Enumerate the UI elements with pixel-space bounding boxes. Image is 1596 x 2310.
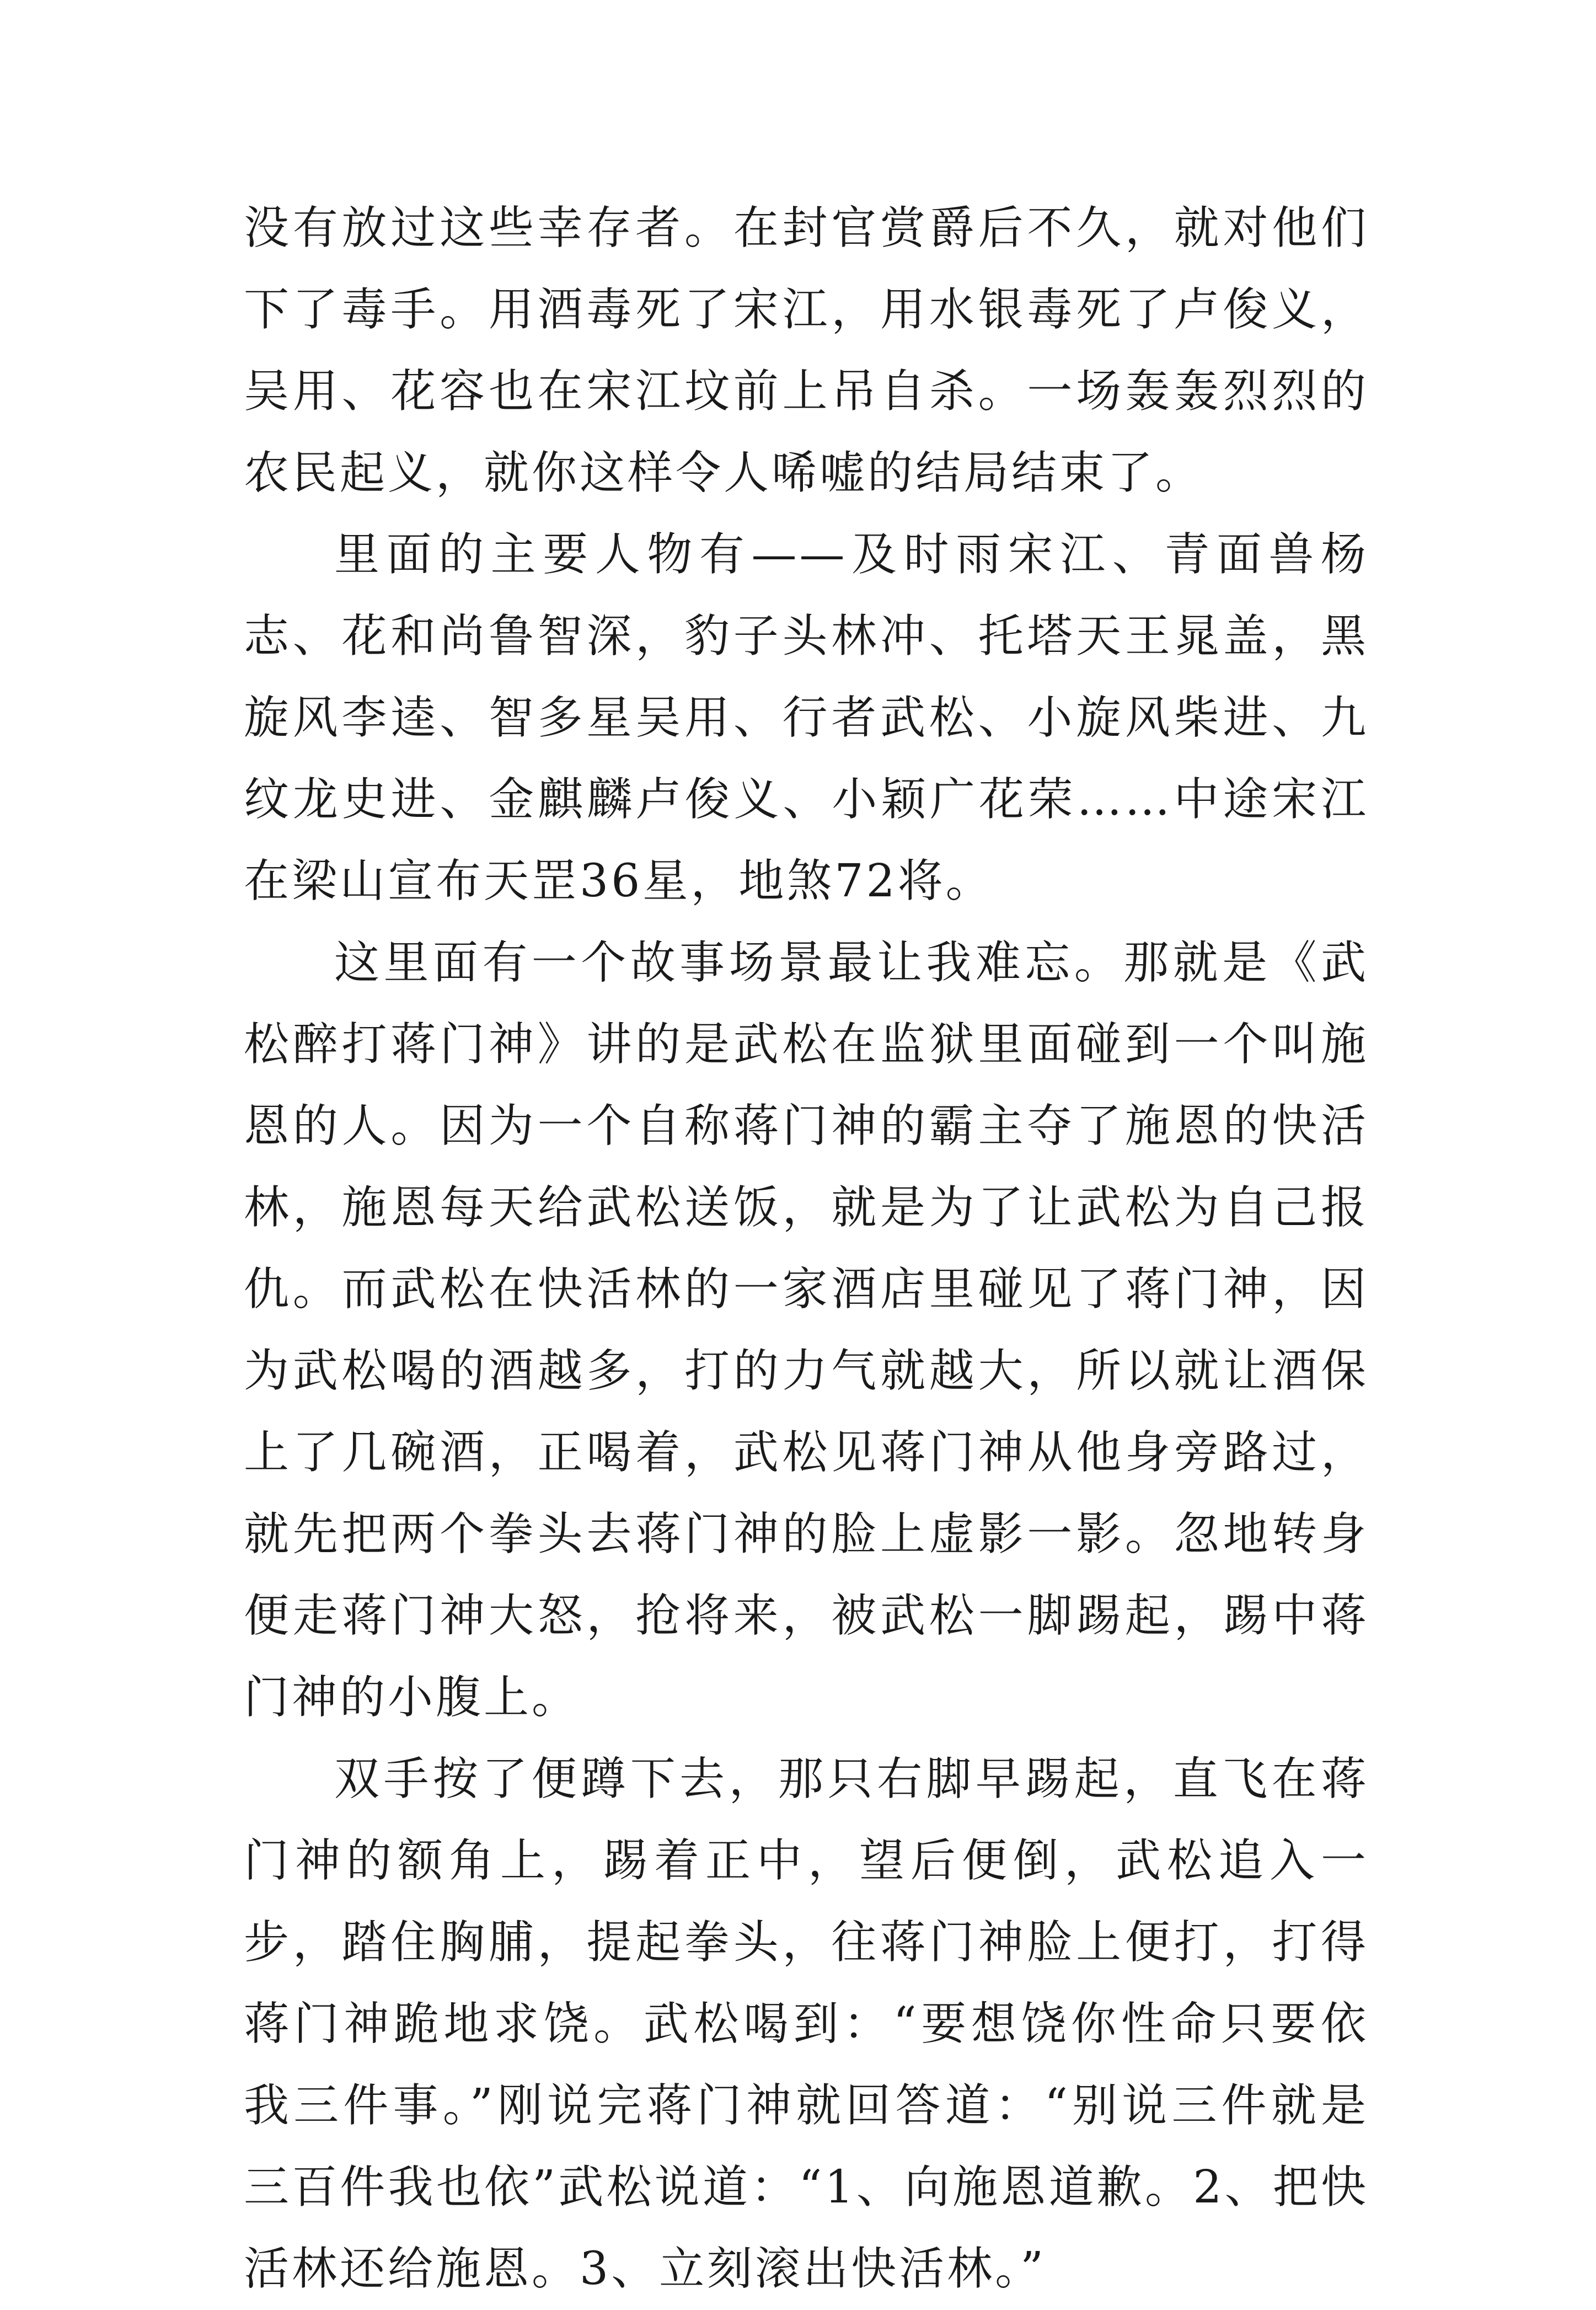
paragraph-4: 双手按了便蹲下去，那只右脚早踢起，直飞在蒋门神的额角上，踢着正中，望后便倒，武松追入一步，踏住胸脯，提起拳头，往蒋门神脸上便打，打得蒋门神跪地求饶。武松喝到：“要想饶你性命只要依我三件事。”刚说完蒋门神就回答道：“别说三件就是三百件我也依”武松说道：“1、向施恩道歉。2、把快活林还给施恩。3、立刻滚出快活林。” [244, 1753, 1369, 2295]
paragraph-2: 里面的主要人物有——及时雨宋江、青面兽杨志、花和尚鲁智深，豹子头林冲、托塔天王晁盖，黑旋风李逵、智多星吴用、行者武松、小旋风柴进、九纹龙史进、金麒麟卢俊义、小颖广花荣……中途宋江在梁山宣布天罡36星，地煞72将。 [244, 528, 1369, 907]
paragraph-3: 这里面有一个故事场景最让我难忘。那就是《武松醉打蒋门神》讲的是武松在监狱里面碰到一个叫施恩的人。因为一个自称蒋门神的霸主夺了施恩的快活林，施恩每天给武松送饭，就是为了让武松为自己报仇。而武松在快活林的一家酒店里碰见了蒋门神，因为武松喝的酒越多，打的力气就越大，所以就让酒保上了几碗酒，正喝着，武松见蒋门神从他身旁路过，就先把两个拳头去蒋门神的脸上虚影一影。忽地转身便走蒋门神大怒，抢将来，被武松一脚踢起，踢中蒋门神的小腹上。 [244, 937, 1369, 1724]
paragraph-1: 没有放过这些幸存者。在封官赏爵后不久，就对他们下了毒手。用酒毒死了宋江，用水银毒死了卢俊义，吴用、花容也在宋江坟前上吊自杀。一场轰轰烈烈的农民起义，就你这样令人唏嘘的结局结束了。 [244, 202, 1369, 499]
document-body [244, 188, 1369, 2310]
